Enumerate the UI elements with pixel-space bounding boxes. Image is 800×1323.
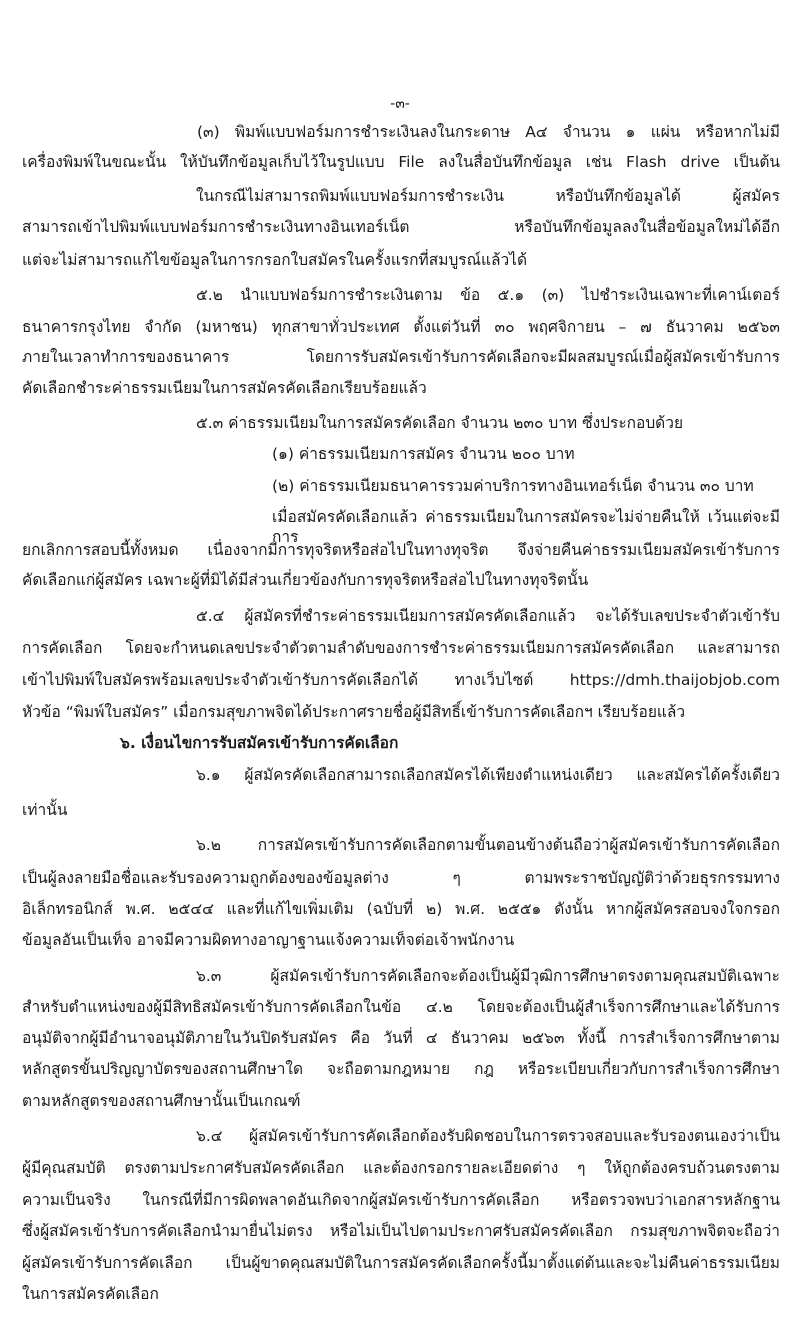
text-line: เป็นผู้ลงลายมือชื่อและรับรองความถูกต้องของข้อมูลต่าง ๆ ตามพระราชบัญญัติว่าด้วยธุรกรรมทาง bbox=[22, 869, 780, 887]
text-line: ยกเลิกการสอบนี้ทั้งหมด เนื่องจากมีการทุจริตหรือส่อไปในทางทุจริต จึงจ่ายคืนค่าธรรมเนียมสมัครเข้ารับการ bbox=[22, 541, 780, 559]
text-line: สามารถเข้าไปพิมพ์แบบฟอร์มการชำระเงินทางอินเทอร์เน็ต หรือบันทึกข้อมูลลงในสื่อข้อมูลใหม่ได้อีก bbox=[22, 218, 780, 236]
text-line: อิเล็กทรอนิกส์ พ.ศ. ๒๕๔๔ และที่แก้ไขเพิ่มเติม (ฉบับที่ ๒) พ.ศ. ๒๕๕๑ ดังนั้น หากผู้สมัครสอบจงใจกรอก bbox=[22, 900, 780, 918]
page-number: -๓- bbox=[390, 96, 410, 112]
text-line: คัดเลือกแก่ผู้สมัคร เฉพาะผู้ที่มิได้มีส่วนเกี่ยวข้องกับการทุจริตหรือส่อไปในทางทุจริตนั้น bbox=[22, 571, 589, 589]
text-line: ภายในเวลาทำการของธนาคาร โดยการรับสมัครเข้ารับการคัดเลือกจะมีผลสมบูรณ์เมื่อผู้สมัครเข้ารับการ bbox=[22, 348, 780, 366]
text-line: คัดเลือกชำระค่าธรรมเนียมในการสมัครคัดเลือกเรียบร้อยแล้ว bbox=[22, 379, 427, 397]
text-line: ซึ่งผู้สมัครเข้ารับการคัดเลือกนำมายื่นไม่ตรง หรือไม่เป็นไปตามประกาศรับสมัครคัดเลือก กรมสุขภาพจิตจะถือว่า bbox=[22, 1222, 780, 1240]
text-line: (๒) ค่าธรรมเนียมธนาคารรวมค่าบริการทางอินเทอร์เน็ต จำนวน ๓๐ บาท bbox=[272, 477, 754, 495]
text-line: อนุมัติจากผู้มีอำนาจอนุมัติภายในวันปิดรับสมัคร คือ วันที่ ๔ ธันวาคม ๒๕๖๓ ทั้งนี้ การสำเร็จการศึกษาตาม bbox=[22, 1029, 780, 1047]
text-line: เข้าไปพิมพ์ใบสมัครพร้อมเลขประจำตัวเข้ารับการคัดเลือกได้ ทางเว็บไซต์ https://dmh.thaijobjob.com bbox=[22, 671, 780, 689]
text-line: สำหรับตำแหน่งของผู้มีสิทธิสมัครเข้ารับการคัดเลือกในข้อ ๔.๒ โดยจะต้องเป็นผู้สำเร็จการศึกษาและได้รับการ bbox=[22, 998, 780, 1016]
text-line: ๖.๒ การสมัครเข้ารับการคัดเลือกตามขั้นตอนข้างต้นถือว่าผู้สมัครเข้ารับการคัดเลือก bbox=[196, 836, 780, 854]
text-line: ๖.๓ ผู้สมัครเข้ารับการคัดเลือกจะต้องเป็นผู้มีวุฒิการศึกษาตรงตามคุณสมบัติเฉพาะ bbox=[196, 967, 780, 985]
text-line: ๖.๔ ผู้สมัครเข้ารับการคัดเลือกต้องรับผิดชอบในการตรวจสอบและรับรองตนเองว่าเป็น bbox=[196, 1127, 780, 1145]
text-line: ๖.๑ ผู้สมัครคัดเลือกสามารถเลือกสมัครได้เพียงตำแหน่งเดียว และสมัครได้ครั้งเดียว bbox=[196, 766, 780, 784]
text-line: ข้อมูลอันเป็นเท็จ อาจมีความผิดทางอาญาฐานแจ้งความเท็จต่อเจ้าพนักงาน bbox=[22, 931, 515, 949]
text-line: ในการสมัครคัดเลือก bbox=[22, 1285, 159, 1303]
section-heading: ๖. เงื่อนไขการรับสมัครเข้ารับการคัดเลือก bbox=[120, 734, 399, 752]
text-line: หัวข้อ “พิมพ์ใบสมัคร” เมื่อกรมสุขภาพจิตได้ประกาศรายชื่อผู้มีสิทธิ์เข้ารับการคัดเลือกฯ เรียบร้อยแล้ว bbox=[22, 703, 686, 721]
text-line: เท่านั้น bbox=[22, 801, 68, 819]
text-line: ผู้สมัครเข้ารับการคัดเลือก เป็นผู้ขาดคุณสมบัติในการสมัครคัดเลือกครั้งนี้มาตั้งแต่ต้นและจะไม่คืนค่าธรรมเนียม bbox=[22, 1254, 780, 1272]
text-line: ๕.๒ นำแบบฟอร์มการชำระเงินตาม ข้อ ๕.๑ (๓) ไปชำระเงินเฉพาะที่เคาน์เตอร์ bbox=[196, 286, 780, 304]
text-line: เมื่อสมัครคัดเลือกแล้ว ค่าธรรมเนียมในการสมัครจะไม่จ่ายคืนให้ เว้นแต่จะมีการ bbox=[272, 508, 780, 546]
text-line: แต่จะไม่สามารถแก้ไขข้อมูลในการกรอกใบสมัครในครั้งแรกที่สมบูรณ์แล้วได้ bbox=[22, 251, 528, 269]
text-line: การคัดเลือก โดยจะกำหนดเลขประจำตัวตามลำดับของการชำระค่าธรรมเนียมการสมัครคัดเลือก และสามารถ bbox=[22, 639, 780, 657]
text-line: ตามหลักสูตรของสถานศึกษานั้นเป็นเกณฑ์ bbox=[22, 1092, 301, 1110]
text-line: ๕.๔ ผู้สมัครที่ชำระค่าธรรมเนียมการสมัครคัดเลือกแล้ว จะได้รับเลขประจำตัวเข้ารับ bbox=[196, 607, 780, 625]
text-line: ผู้มีคุณสมบัติ ตรงตามประกาศรับสมัครคัดเลือก และต้องกรอกรายละเอียดต่าง ๆ ให้ถูกต้องครบถ้วนตรงตาม bbox=[22, 1159, 780, 1177]
text-line: หลักสูตรขั้นปริญญาบัตรของสถานศึกษาใด จะถือตามกฎหมาย กฎ หรือระเบียบเกี่ยวกับการสำเร็จการศึกษา bbox=[22, 1060, 780, 1078]
text-line: (๑) ค่าธรรมเนียมการสมัคร จำนวน ๒๐๐ บาท bbox=[272, 445, 575, 463]
text-line: เครื่องพิมพ์ในขณะนั้น ให้บันทึกข้อมูลเก็บไว้ในรูปแบบ File ลงในสื่อบันทึกข้อมูล เช่น Flash drive เป็นต้น bbox=[22, 153, 780, 171]
text-line: (๓) พิมพ์แบบฟอร์มการชำระเงินลงในกระดาษ A๔ จำนวน ๑ แผ่น หรือหากไม่มี bbox=[197, 123, 780, 141]
text-line: ธนาคารกรุงไทย จำกัด (มหาชน) ทุกสาขาทั่วประเทศ ตั้งแต่วันที่ ๓๐ พฤศจิกายน – ๗ ธันวาคม ๒๕๖๓ bbox=[22, 318, 780, 336]
text-line: ๕.๓ ค่าธรรมเนียมในการสมัครคัดเลือก จำนวน ๒๓๐ บาท ซึ่งประกอบด้วย bbox=[196, 414, 684, 432]
text-line: ในกรณีไม่สามารถพิมพ์แบบฟอร์มการชำระเงิน หรือบันทึกข้อมูลได้ ผู้สมัคร bbox=[196, 187, 780, 205]
text-line: ความเป็นจริง ในกรณีที่มีการผิดพลาดอันเกิดจากผู้สมัครเข้ารับการคัดเลือก หรือตรวจพบว่าเอกสารหลักฐาน bbox=[22, 1191, 780, 1209]
